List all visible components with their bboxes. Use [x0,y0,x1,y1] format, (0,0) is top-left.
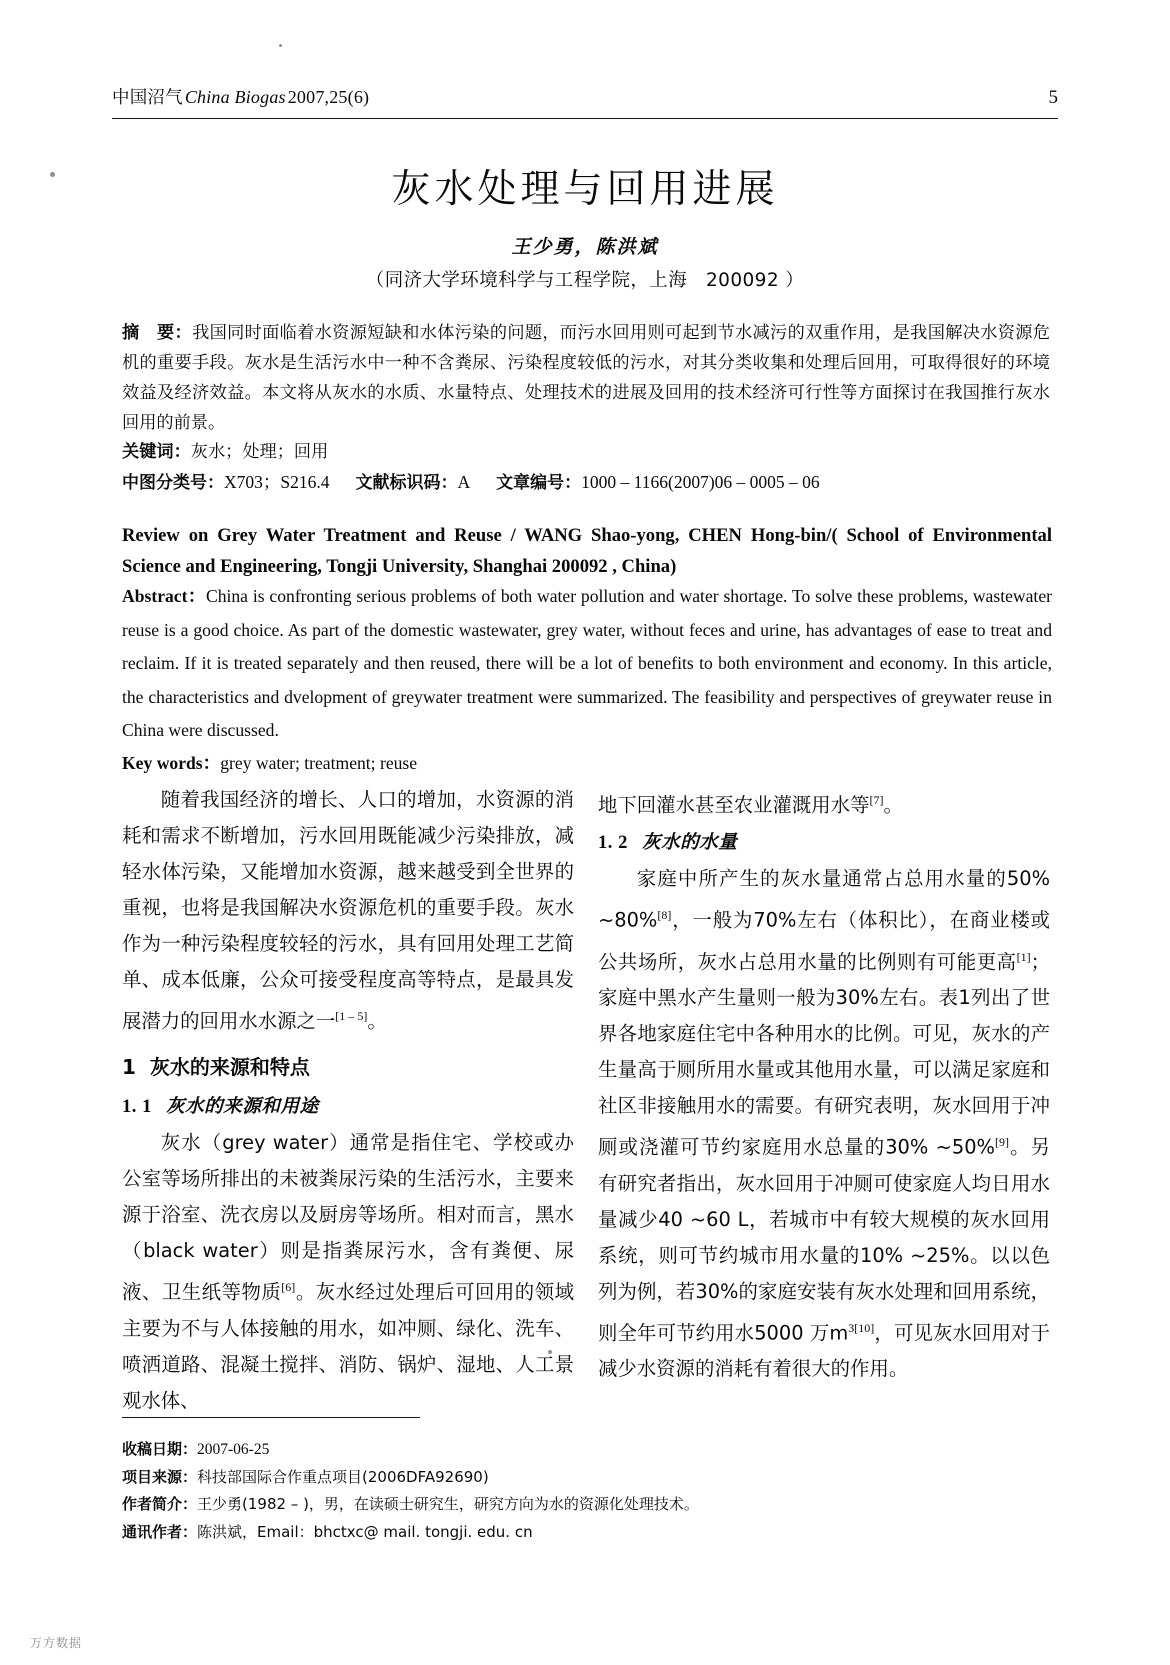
journal-volume: 2007,25(6) [287,87,370,107]
chinese-keywords-label: 关键词： [122,442,191,462]
paragraph-1-1-text: 灰水（grey water）通常是指住宅、学校或办公室等场所排出的未被粪尿污染的生活污水，主要来源于浴室、洗衣房以及厨房等场所。相对而言，黑水（black water）则是指粪尿污水，含有粪便、尿液、卫生纸等物质 [122,1131,574,1304]
footnote-corresponding-value: 陈洪斌，Email：bhctxc@ mail. tongji. edu. cn [197,1522,533,1541]
paragraph-1-2-seg2: ，一般为70%左右（体积比），在商业楼或公共场所，灰水占总用水量的比例则有可能更高 [598,908,1050,974]
paragraph-continuation-tail: 。 [883,793,903,817]
section-title: 灰水的来源和特点 [149,1055,310,1080]
paragraph-intro [122,782,574,1039]
paragraph-1-1-cont: 。灰水经过处理后可回用的领域主要为不与人体接触的用水，如冲厕、绿化、洗车、喷洒道路、混凝土搅拌、消防、锅炉、湿地、人工景观水体、 [122,1280,575,1412]
chinese-abstract-text: 我国同时面临着水资源短缺和水体污染的问题，而污水回用则可起到节水减污的双重作用，是我国解决水资源危机的重要手段。灰水是生活污水中一种不含粪尿、污染程度较低的污水，对其分类收集和处理后回用，可取得很好的环境效益及经济效益。本文将从灰水的水质、水量特点、处理技术的进展及回用的技术经济可行性等方面探讨在我国推行灰水回用的前景。 [122,323,1050,433]
footnote-rule [122,1417,420,1418]
journal-name-cn: 中国沼气 [112,88,183,108]
section-heading-1-2 [598,825,1050,861]
footnote-block [122,1436,822,1546]
running-head [112,84,1058,114]
body-column-right [598,782,1050,1387]
clc-label: 中图分类号： [122,473,224,493]
author-list: 王少勇，陈洪斌 [511,236,659,258]
paragraph-intro-text: 随着我国经济的增长、人口的增加，水资源的消耗和需求不断增加，污水回用既能减少污染排放，减轻水体污染，又能增加水资源，越来越受到全世界的重视，也将是我国解决水资源危机的重要手段。灰水作为一种污染程度较轻的污水，具有回用处理工艺简单、成本低廉，公众可接受程度高等特点，是最具发展潜力的回用水水源之一 [122,788,574,1033]
doc-code-label: 文献标识码： [355,473,458,493]
paragraph-1-2 [598,861,1050,1387]
article-id-label: 文章编号： [496,473,582,493]
paragraph-1-1 [122,1125,574,1418]
footnote-received-label: 收稿日期： [122,1440,198,1458]
footnote-received-value: 2007-06-25 [197,1441,270,1458]
running-head-journal [112,84,369,109]
footnote-corresponding-label: 通讯作者： [122,1522,198,1541]
doc-code-value: A [457,472,471,492]
footnote-author-bio-label: 作者简介： [122,1495,198,1513]
english-keywords-text: grey water; treatment; reuse [220,753,418,773]
page-number: 5 [1048,87,1058,108]
english-abstract-text: China is confronting serious problems of both water pollution and water shortage. To solve these problems, wastewater reuse is a good choice. As part of the domestic wastewater, grey water, without feces and urine, has advantages of ease to treat and reclaim. If it is treated separately and then reused, there will be a lot of benefits to both environment and economy. In this article, the characteristics and dvelopment of greywater treatment were summarized. The feasibility and perspectives of greywater reuse in China were discussed. [122,586,1052,740]
footnote-author-bio [122,1491,822,1519]
subsection-number: 1. 1 [122,1096,152,1118]
reference-marker: [1] [1016,949,1031,964]
reference-marker: [1 – 5] [335,1009,368,1023]
page-title: 灰水处理与回用进展 [391,167,779,212]
journal-name-en: China Biogas [184,87,286,107]
chinese-keywords [122,437,1050,467]
reference-marker: [6] [281,1280,296,1295]
footnote-funding-value: 科技部国际合作重点项目(2006DFA92690) [197,1467,489,1486]
paragraph-1-2-seg3: ；家庭中黑水产生量则一般为30%左右。表1列出了世界各地家庭住宅中各种用水的比例。可见，灰水的产生量高于厕所用水量或其他用水量，可以满足家庭和社区非接触用水的需要。有研究表明，灰水回用于冲厕或浇灌可节约家庭用水总量的30% ~50% [598,950,1050,1159]
paragraph-1-2-seg4: 。另有研究者指出，灰水回用于冲厕可使家庭人均日用水量减少40 ~60 L，若城市中有较大规模的灰水回用系统，则可节约城市用水量的10% ~25%。以以色列为例，若30%的家庭安装有灰水处理和回用系统，则全年可节约用水5000 万m [598,1135,1050,1345]
section-heading-1-1 [122,1089,574,1125]
footnote-author-bio-value: 王少勇(1982 – )，男，在读硕士研究生，研究方向为水的资源化处理技术。 [197,1495,699,1513]
footnote-funding [122,1464,822,1492]
section-number: 1 [122,1055,136,1080]
article-id-value: 1000 – 1166(2007)06 – 0005 – 06 [581,472,820,492]
paragraph-continuation [598,782,1050,823]
paragraph-1-2-seg5: ，可见灰水回用对于减少水资源的消耗有着很大的作用。 [598,1321,1050,1381]
body-column-left [122,782,574,1419]
paragraph-continuation-text: 地下回灌水甚至农业灌溉用水等 [598,793,870,817]
paragraph-1-2-seg1: 家庭中所产生的灰水量通常占总用水量的50% ~80% [598,867,1050,932]
footnote-funding-label: 项目来源： [122,1467,198,1486]
english-abstract [122,580,1052,748]
english-title: Review on Grey Water Treatment and Reuse / WANG Shao-yong, CHEN Hong-bin/( School of Environmental Science and Engineering, Tongji University, Shanghai 200092 , China) [122,525,1052,577]
chinese-keywords-text: 灰水；处理；回用 [190,442,329,462]
footnote-received [122,1436,822,1464]
reference-marker: [9] [994,1135,1009,1150]
subsection-number: 1. 2 [598,832,628,854]
english-abstract-label: Abstract： [122,586,206,606]
reference-marker: [7] [869,793,884,807]
subsection-title: 灰水的水量 [641,832,738,854]
reference-marker: 3[10] [848,1320,875,1335]
affiliation: （同济大学环境科学与工程学院，上海 200092 ） [365,270,805,291]
chinese-abstract [122,318,1050,438]
header-rule [112,118,1058,119]
reference-marker: [8] [657,908,672,923]
section-heading-1 [122,1049,574,1085]
english-keywords [122,748,1052,778]
chinese-abstract-label: 摘 要： [122,323,193,343]
subsection-title: 灰水的来源和用途 [165,1096,319,1118]
watermark: 万方数据 [30,1636,83,1650]
english-keywords-label: Key words： [122,753,221,773]
scan-speck [279,44,282,47]
clc-value: X703；S216.4 [224,472,330,492]
classification-line [122,467,1050,498]
paragraph-intro-tail: 。 [367,1009,387,1033]
footnote-corresponding [122,1519,822,1547]
